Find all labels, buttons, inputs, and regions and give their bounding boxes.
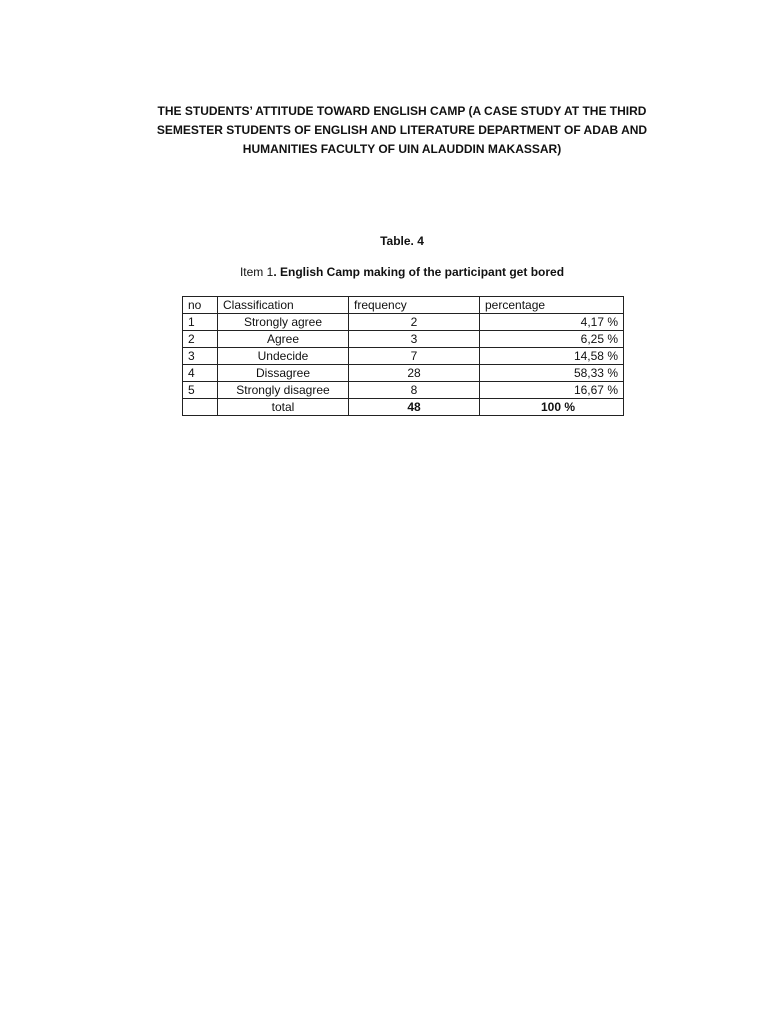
- frequency-table: [182, 296, 624, 416]
- item-question: . English Camp making of the participant get bored: [273, 265, 565, 279]
- table-row: [183, 382, 624, 399]
- item-number: Item 1: [239, 265, 274, 279]
- table-caption: Table. 4: [380, 234, 424, 248]
- item-caption: [150, 265, 654, 279]
- table-row: [183, 331, 624, 348]
- row-frequency: 28: [349, 365, 480, 382]
- row-frequency: 7: [349, 348, 480, 365]
- total-label: total: [218, 399, 349, 416]
- row-no: 4: [183, 365, 218, 382]
- row-no: 5: [183, 382, 218, 399]
- row-no: 2: [183, 331, 218, 348]
- total-percentage: 100 %: [480, 399, 624, 416]
- row-classification: Dissagree: [218, 365, 349, 382]
- header-no: no: [183, 297, 218, 314]
- row-percentage: 14,58 %: [480, 348, 624, 365]
- row-percentage: 6,25 %: [480, 331, 624, 348]
- row-percentage: 58,33 %: [480, 365, 624, 382]
- header-percentage: percentage: [480, 297, 624, 314]
- total-frequency: 48: [349, 399, 480, 416]
- table-header-row: [183, 297, 624, 314]
- row-no: 3: [183, 348, 218, 365]
- row-percentage: 16,67 %: [480, 382, 624, 399]
- row-classification: Strongly disagree: [218, 382, 349, 399]
- row-frequency: 3: [349, 331, 480, 348]
- table-row: [183, 365, 624, 382]
- total-no-cell: [183, 399, 218, 416]
- table-row: [183, 348, 624, 365]
- row-percentage: 4,17 %: [480, 314, 624, 331]
- row-frequency: 2: [349, 314, 480, 331]
- table-row: [183, 314, 624, 331]
- row-frequency: 8: [349, 382, 480, 399]
- row-classification: Strongly agree: [218, 314, 349, 331]
- row-classification: Agree: [218, 331, 349, 348]
- header-classification: Classification: [218, 297, 349, 314]
- total-row: [183, 399, 624, 416]
- row-no: 1: [183, 314, 218, 331]
- row-classification: Undecide: [218, 348, 349, 365]
- header-frequency: frequency: [349, 297, 480, 314]
- document-title: THE STUDENTS’ ATTITUDE TOWARD ENGLISH CAMP (A CASE STUDY AT THE THIRD SEMESTER STUDENTS OF ENGLISH AND LITERATURE DEPARTMENT OF ADAB AND HUMANITIES FACULTY OF UIN ALAUDDIN MAKASSAR): [156, 104, 648, 156]
